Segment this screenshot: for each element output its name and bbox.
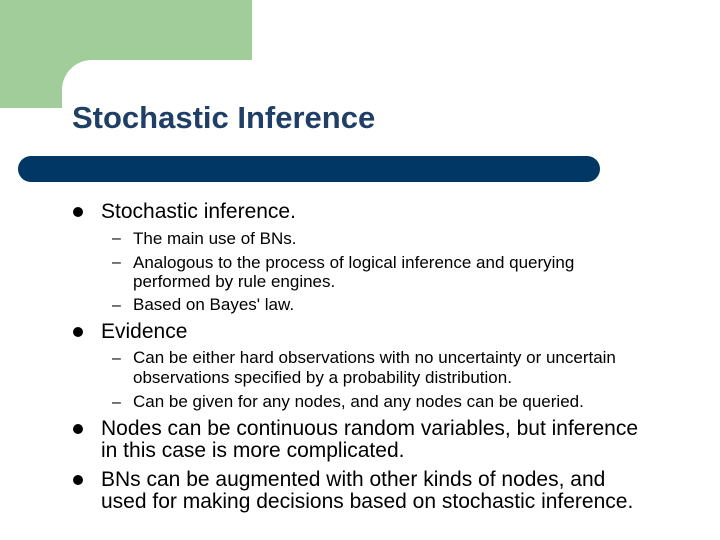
sub-bullet-text: Analogous to the process of logical inference and querying <box>133 253 575 272</box>
title-underline-bar <box>18 156 600 182</box>
bullet-dot <box>73 327 83 337</box>
bullet-text: Nodes can be continuous random variables, but inference <box>101 417 638 440</box>
sub-bullet-dash: – <box>112 350 121 367</box>
bullet-text: Evidence <box>101 320 188 343</box>
sub-bullet-dash: – <box>112 394 121 411</box>
bullet-text: BNs can be augmented with other kinds of nodes, and <box>101 468 606 491</box>
bullet-text: in this case is more complicated. <box>101 439 405 462</box>
sub-bullet-text: Can be either hard observations with no uncertainty or uncertain <box>133 348 616 367</box>
sub-bullet-text: Can be given for any nodes, and any nodes can be queried. <box>133 392 584 411</box>
bullet-dot <box>73 207 83 217</box>
sub-bullet-text: observations specified by a probability distribution. <box>133 368 512 387</box>
sub-bullet-text: The main use of BNs. <box>133 229 297 248</box>
bullet-dot <box>73 475 83 485</box>
bullet-text: used for making decisions based on stochastic inference. <box>101 490 634 513</box>
sub-bullet-text: performed by rule engines. <box>133 272 336 291</box>
bullet-dot <box>73 424 83 434</box>
sub-bullet-dash: – <box>112 230 121 247</box>
slide-title: Stochastic Inference <box>72 100 376 135</box>
sub-bullet-dash: – <box>112 297 121 314</box>
sub-bullet-dash: – <box>112 254 121 271</box>
sub-bullet-text: Based on Bayes' law. <box>133 295 295 314</box>
bullet-text: Stochastic inference. <box>101 200 296 223</box>
